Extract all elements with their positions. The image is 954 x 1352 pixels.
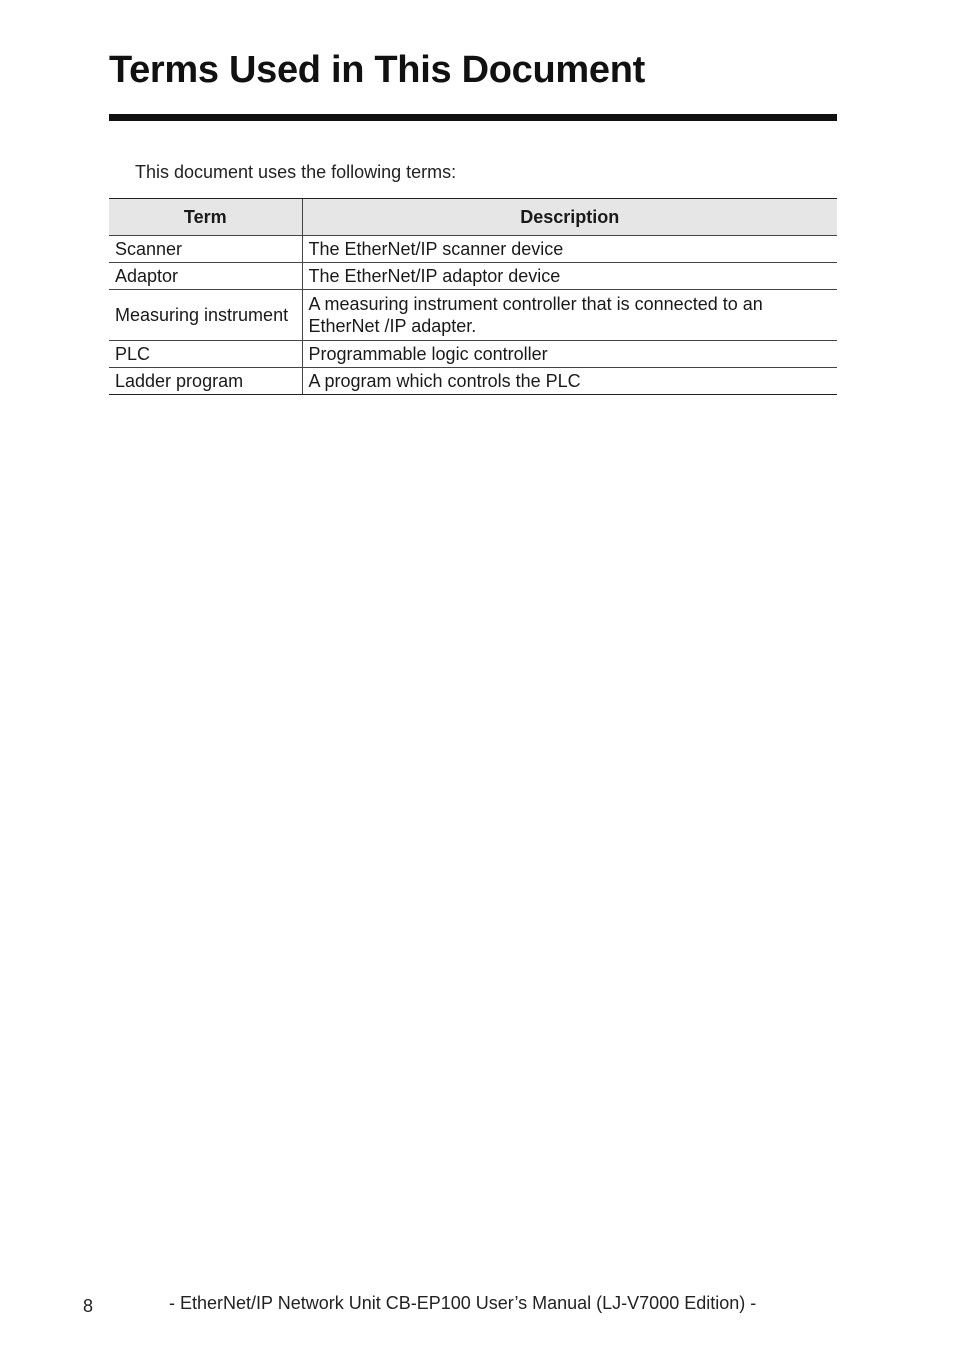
table-row <box>109 368 837 395</box>
table-header-row <box>109 199 837 236</box>
term-cell: PLC <box>109 341 302 368</box>
column-header-term: Term <box>109 199 302 236</box>
title-rule <box>109 114 837 121</box>
table-row <box>109 290 837 341</box>
description-cell: A measuring instrument controller that is connected to an EtherNet /IP adapter. <box>302 290 837 341</box>
description-cell: A program which controls the PLC <box>302 368 837 395</box>
description-cell: The EtherNet/IP scanner device <box>302 236 837 263</box>
description-cell: Programmable logic controller <box>302 341 837 368</box>
page-number: 8 <box>83 1296 94 1316</box>
term-cell: Ladder program <box>109 368 302 395</box>
table-row <box>109 341 837 368</box>
intro-text: This document uses the following terms: <box>135 162 457 182</box>
term-cell: Scanner <box>109 236 302 263</box>
footer-document-title: - EtherNet/IP Network Unit CB-EP100 User’s Manual (LJ-V7000 Edition) - <box>169 1293 757 1313</box>
term-cell: Measuring instrument <box>109 290 302 341</box>
description-cell: The EtherNet/IP adaptor device <box>302 263 837 290</box>
page-title: Terms Used in This Document <box>109 49 645 91</box>
table-row <box>109 263 837 290</box>
column-header-description: Description <box>302 199 837 236</box>
terms-table <box>109 198 837 395</box>
table-row <box>109 236 837 263</box>
term-cell: Adaptor <box>109 263 302 290</box>
